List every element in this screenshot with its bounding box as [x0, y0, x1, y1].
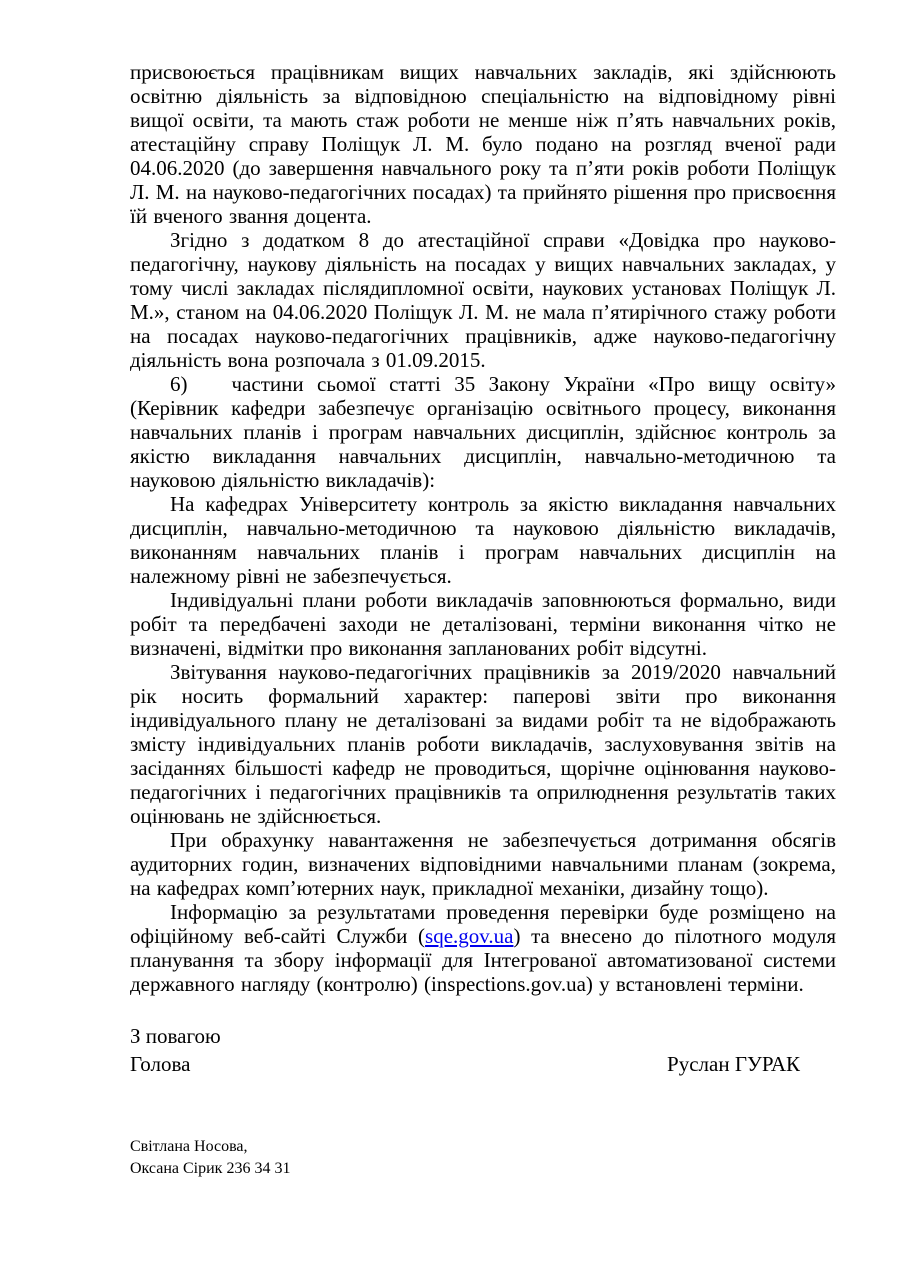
signer-title: Голова [130, 1052, 191, 1076]
publication-text-after: ) та внесено до пілотного модуля планування та збору інформації для Інтегрованої автоматизованої системи державного нагляду (контролю) (inspections.gov.ua) у встановлені терміни. [130, 924, 836, 996]
document-body [130, 60, 836, 1180]
paragraph-workload: При обрахунку навантаження не забезпечується дотримання обсягів аудиторних годин, визначених відповідними навчальними планам (зокрема, на кафедрах комп’ютерних наук, прикладної механіки, дизайну тощо). [130, 828, 836, 900]
paragraph-departments-control: На кафедрах Університету контроль за якістю викладання навчальних дисциплін, навчально-методичною та науковою діяльністю викладачів, виконанням навчальних планів і програм навчальних дисциплін на належному рівні не забезпечується. [130, 492, 836, 588]
closing-block [130, 1022, 836, 1078]
publication-text-before: Інформацію за результатами проведення перевірки буде розміщено на офіційному веб-сайті Служби ( [130, 900, 836, 948]
paragraph-individual-plans: Індивідуальні плани роботи викладачів заповнюються формально, види робіт та передбачені заходи не деталізовані, терміни виконання чітко не визначені, відмітки про виконання запланованих робіт відсутні. [130, 588, 836, 660]
contact-person-line-2: Оксана Сірик 236 34 31 [130, 1160, 291, 1177]
contact-person-line-1: Світлана Носова, [130, 1138, 248, 1155]
list-item-text: частини сьомої статті 35 Закону України «Про вищу освіту» (Керівник кафедри забезпечує організацію освітнього процесу, виконання навчальних планів і програм навчальних дисциплін, здійснює контроль за якістю викладання навчальних дисциплін, навчально-методичною та науковою діяльністю викладачів): [130, 372, 836, 492]
list-item-number: 6) [170, 372, 188, 396]
sqe-gov-ua-link[interactable]: sqe.gov.ua [425, 924, 514, 948]
contact-footer [130, 1136, 836, 1180]
paragraph-reporting: Звітування науково-педагогічних працівників за 2019/2020 навчальний рік носить формальний характер: паперові звіти про виконання індивідуального плану не деталізовані за видами робіт та не відображають змісту індивідуальних планів роботи викладачів, заслуховування звітів на засіданнях більшості кафедр не проводиться, щорічне оцінювання науково-педагогічних і педагогічних працівників та оприлюднення результатів таких оцінювань не здійснюється. [130, 660, 836, 828]
paragraph-law-item-6 [130, 372, 836, 492]
paragraph-publication [130, 900, 836, 996]
salutation: З повагою [130, 1024, 221, 1048]
signer-name: Руслан ГУРАК [667, 1052, 800, 1076]
signature-row [130, 1050, 836, 1078]
paragraph-annex8: Згідно з додатком 8 до атестаційної справи «Довідка про науково-педагогічну, наукову діяльність на посадах у вищих навчальних закладах, у тому числі закладах післядипломної освіти, наукових установах Поліщук Л. М.», станом на 04.06.2020 Поліщук Л. М. не мала п’ятирічного стажу роботи на посадах науково-педагогічних працівників, адже науково-педагогічну діяльність вона розпочала з 01.09.2015. [130, 228, 836, 372]
paragraph-continuation: присвоюється працівникам вищих навчальних закладів, які здійснюють освітню діяльність за відповідною спеціальністю на відповідному рівні вищої освіти, та мають стаж роботи не менше ніж п’ять навчальних років, атестаційну справу Поліщук Л. М. було подано на розгляд вченої ради 04.06.2020 (до завершення навчального року та п’яти років роботи Поліщук Л. М. на науково-педагогічних посадах) та прийнято рішення про присвоєння їй вченого звання доцента. [130, 60, 836, 228]
